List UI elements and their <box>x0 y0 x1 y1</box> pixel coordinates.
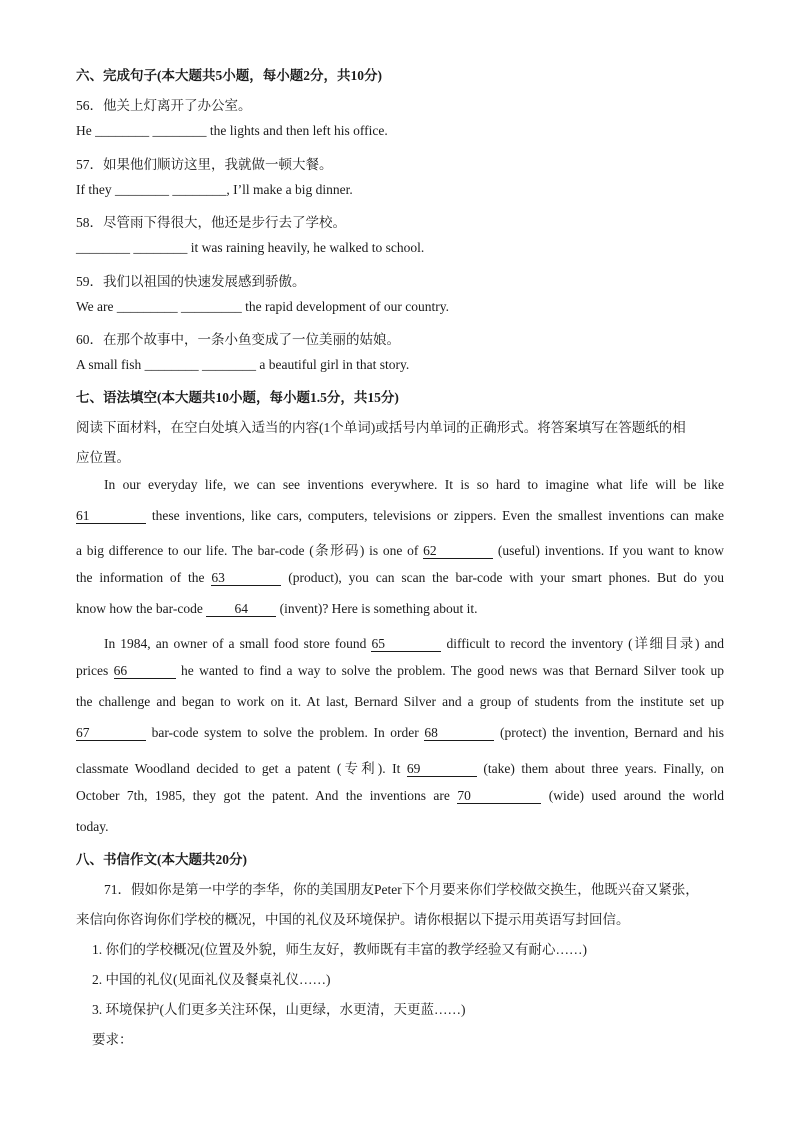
passage-p1-line-3: a big difference to our life. The bar-code (条形码) is one of 62 (useful) inventions. If you want to know <box>76 543 724 558</box>
blank-63[interactable]: 63 <box>211 571 281 586</box>
hint-point-1: 1. 你们的学校概况(位置及外貌，师生友好，教师既有丰富的教学经验又有耐心……) <box>92 942 587 957</box>
blank-67[interactable]: 67 <box>76 726 146 741</box>
passage-p2-line-4: 67 bar-code system to solve the problem. In order 68 (protect) the invention, Bernard and his <box>76 725 724 740</box>
question-59-chinese: 59．我们以祖国的快速发展感到骄傲。 <box>76 274 306 289</box>
section-7-instruction-line-2: 应位置。 <box>76 450 130 465</box>
blank-70[interactable]: 70 <box>457 789 541 804</box>
passage-p2-line-3: the challenge and began to work on it. At last, Bernard Silver and a group of students from the institute set up <box>76 694 724 709</box>
question-56-sentence: He ________ ________ the lights and then left his office. <box>76 123 388 138</box>
question-56-chinese: 56．他关上灯离开了办公室。 <box>76 98 252 113</box>
passage-p2-line-7: today. <box>76 819 109 834</box>
section-7-instruction-line-1: 阅读下面材料，在空白处填入适当的内容(1个单词)或括号内单词的正确形式。将答案填写在答题纸的相 <box>76 420 686 435</box>
section-6-heading: 六、完成句子(本大题共5小题，每小题2分，共10分) <box>76 68 382 83</box>
passage-p1-line-2: 61 these inventions, like cars, computers, televisions or zippers. Even the smallest inventions can make <box>76 508 724 523</box>
passage-p2-line-1: In 1984, an owner of a small food store found 65 difficult to record the inventory (详细目录) and <box>104 636 724 651</box>
question-71-prompt-line-1: 71．假如你是第一中学的李华，你的美国朋友Peter下个月要来你们学校做交换生，他既兴奋又紧张， <box>104 882 699 897</box>
question-71-prompt-line-2: 来信向你咨询你们学校的概况，中国的礼仪及环境保护。请你根据以下提示用英语写封回信。 <box>76 912 630 927</box>
hint-point-3: 3. 环境保护(人们更多关注环保，山更绿，水更清，天更蓝……) <box>92 1002 466 1017</box>
passage-p2-line-5: classmate Woodland decided to get a patent (专利). It 69 (take) them about three years. Finally, on <box>76 761 724 776</box>
question-58-chinese: 58．尽管雨下得很大，他还是步行去了学校。 <box>76 215 346 230</box>
blank-69[interactable]: 69 <box>407 762 477 777</box>
question-57-chinese: 57．如果他们顺访这里，我就做一顿大餐。 <box>76 157 333 172</box>
hint-point-2: 2. 中国的礼仪(见面礼仪及餐桌礼仪……) <box>92 972 331 987</box>
section-7-heading: 七、语法填空(本大题共10小题，每小题1.5分，共15分) <box>76 390 399 405</box>
passage-p1-line-1: In our everyday life, we can see inventions everywhere. It is so hard to imagine what life will be like <box>104 477 724 492</box>
question-58-sentence: ________ ________ it was raining heavily, he walked to school. <box>76 240 425 255</box>
question-60-sentence: A small fish ________ ________ a beautiful girl in that story. <box>76 357 410 372</box>
blank-64[interactable]: 64 <box>206 602 276 617</box>
blank-68[interactable]: 68 <box>424 726 494 741</box>
question-59-sentence: We are _________ _________ the rapid development of our country. <box>76 299 449 314</box>
blank-65[interactable]: 65 <box>371 637 441 652</box>
question-57-sentence: If they ________ ________, I’ll make a big dinner. <box>76 182 353 197</box>
passage-p2-line-6: October 7th, 1985, they got the patent. And the inventions are 70 (wide) used around the world <box>76 788 724 803</box>
passage-p2-line-2: prices 66 he wanted to find a way to solve the problem. The good news was that Bernard Silver took up <box>76 663 724 678</box>
blank-61[interactable]: 61 <box>76 509 146 524</box>
blank-62[interactable]: 62 <box>423 544 493 559</box>
requirements-label: 要求： <box>92 1032 133 1047</box>
section-8-heading: 八、书信作文(本大题共20分) <box>76 852 247 867</box>
blank-66[interactable]: 66 <box>114 664 176 679</box>
question-60-chinese: 60．在那个故事中，一条小鱼变成了一位美丽的姑娘。 <box>76 332 400 347</box>
passage-p1-line-5: know how the bar-code 64 (invent)? Here is something about it. <box>76 601 478 616</box>
passage-p1-line-4: the information of the 63 (product), you can scan the bar-code with your smart phones. But do you <box>76 570 724 585</box>
